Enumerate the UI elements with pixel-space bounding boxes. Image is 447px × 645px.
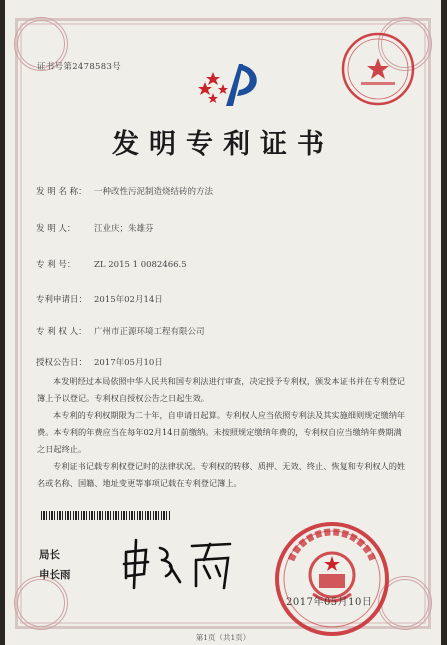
field-label: 专 利 权 人： [36,327,87,337]
field-label: 发 明 人： [36,224,76,234]
field-patent-number [36,258,187,270]
page-footer: 第1页（共1页） [195,633,251,642]
barcode [41,511,171,520]
director-title: 局长 [39,549,60,561]
field-label: 发 明 名 称： [36,187,87,197]
field-label: 授权公告日： [36,358,88,368]
seal-date: 2017年05月10日 [286,597,373,608]
stamp-seal-icon [339,30,417,108]
field-value: 2017年05月10日 [94,358,163,368]
field-value: 广州市正源环境工程有限公司 [94,327,205,337]
page-title: 发明专利证书 [112,129,334,160]
field-invention-name [36,185,213,197]
body-paragraph: 本专利的专利权期限为二十年，自申请日起算。专利权人应当依照专利法及其实施细则规定缴纳年费。本专利的年费应当在每年02月14日前缴纳。未按照规定缴纳年费的，专利权自应当缴纳年费期满之日起终止。 [37,410,406,454]
field-value: 2015年02月14日 [94,295,163,305]
certificate-page [5,0,441,645]
field-application-date [36,293,163,305]
director-block [39,545,71,585]
official-seal-icon [273,520,391,638]
field-inventor [36,222,154,234]
patent-office-logo-icon [193,60,265,114]
field-value: 一种改性污泥制造烧结砖的方法 [94,187,214,197]
body-paragraph: 专利证书记载专利权登记时的法律状况。专利权的转移、质押、无效、终止、恢复和专利权人的姓名或名称、国籍、地址变更等事项记载在专利登记簿上。 [37,461,406,488]
field-grant-date [36,356,163,368]
handwritten-signature [120,538,240,593]
director-name: 申长雨 [39,569,71,581]
field-value: 江业庆；朱雄芬 [94,224,154,234]
field-label: 专 利 号： [36,260,76,270]
field-value: ZL 2015 1 0082466.5 [94,260,187,270]
body-paragraph: 本发明经过本局依照中华人民共和国专利法进行审查，决定授予专利权，颁发本证书并在专利登记簿上予以登记。专利权自授权公告之日起生效。 [37,376,406,403]
certificate-body [37,373,409,492]
field-label: 专利申请日： [36,295,88,305]
certificate-number: 证书号第2478583号 [37,62,121,72]
field-patentee [36,325,205,337]
